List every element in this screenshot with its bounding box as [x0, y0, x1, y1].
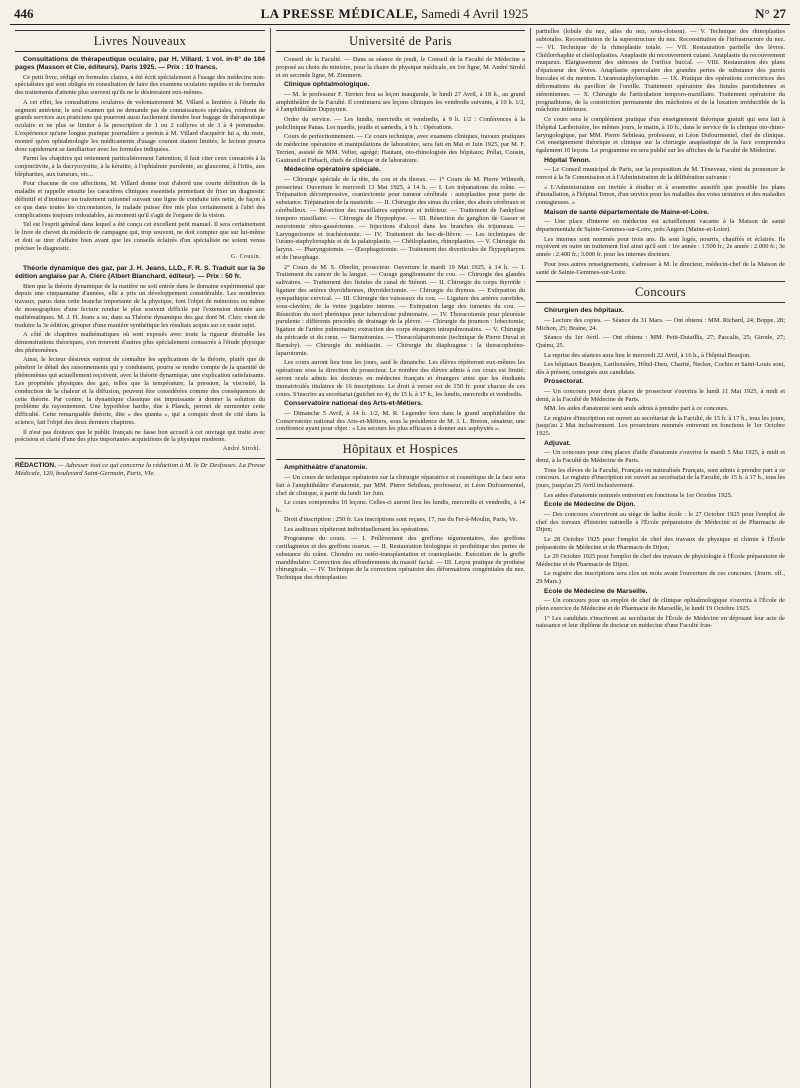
paragraph: — M. le professeur F. Terrien fera sa leçon inaugurale, le lundi 27 Avril, à 18 h., au grand amphithéâtre de la Faculté. Il continuera ses leçons cliniques les vendredis suivants, à 10 h. 1/2, à l'amphithéâtre Dupuytren.: [276, 90, 525, 114]
paragraph: Le 28 Octobre 1925 pour l'emploi de chef des travaux de physique et chimie à l'École préparatoire de Médecine et de Pharmacie de Dijon;: [536, 535, 785, 551]
paragraph: 1° Les candidats s'inscriront au secrétariat de l'École de Médecine en déposant leur acte de naissance et leur diplôme de docteur en médecine d'une Faculté fran-: [536, 614, 785, 630]
subheading-maine-et-loire: Maison de santé départementale de Maine-et-Loire.: [544, 208, 710, 216]
subheading-adjuvat: Adjuvat.: [544, 439, 571, 447]
paragraph: Le registre des inscriptions sera clos un mois avant l'ouverture de ces concours. (Journ. off., 29 Mars.): [536, 570, 785, 586]
section-heading-livres: Livres Nouveaux: [15, 30, 265, 52]
book-title-theorie: Théorie dynamique des gaz, par J. H. Jeans, LLD., F. R. S. Traduit sur la 3e édition anglaise par A. Clerc (Albert Blanchard, éditeur). — Prix : 50 fr.: [15, 264, 265, 280]
paragraph: Droit d'inscription : 250 fr. Les inscriptions sont reçues, 17, rue du Fer-à-Moulin, Paris, Ve.: [284, 516, 518, 524]
paragraph: Les aides d'anatomie nommés entreront en fonctions le 1er Octobre 1925.: [544, 491, 733, 499]
paragraph: 2° Cours de M. S. Oberlin, prosecteur. Ouverture le mardi 19 Mai 1925, à 14 h. — I. Traitement du cancer de la langue. — Curage ganglionnaire du cou. — Chirurgie des glandes salivaires. — Traitement des fistules du canal de Sténon. — II. Chirurgie du corps thyroïde : ligature des artères thyroïdiennes, thyroïdectomie. — Chirurgie du thymus. — Extirpation du sympathique cervical. — III. Chirurgie des vaisseaux du cou. — Ligature des artères carotides, sous-clavière, de la veine jugulaire interne. — Extirpation large des tumeurs du cou. — Résection du nerf phrénique pour tuberculose pulmonaire. — IV. Thoracotomie pour pleurésie purulente : différents procédés de drainage de la plèvre. — Chirurgie du poumon : lobectomie; ligature de l'artère pulmonaire; extraction des corps étrangers intrapulmonaires. — V. Chirurgie du péricarde et du cœur. — Sternotomies. — Thoracolaparotomie (technique de Pierre Duval et Barnsby). — Chirurgie du médiastin. — Chirurgie du diaphragme : la thoracophréno-laparotomie.: [276, 263, 525, 357]
paragraph: Les auditeurs répéteront individuellement les opérations.: [284, 525, 430, 533]
redaction-notice: [15, 458, 265, 478]
paragraph: Tous les élèves de la Faculté, Français ou naturalisés Français, sont admis à prendre part à ce concours. Le registre d'inscription est ouvert au secrétariat de la Faculté, de 15 h. à 17 h., tous les jours, jusqu'au 25 Avril inclusivement.: [536, 466, 785, 490]
paragraph: Pour chacune de ces affections, M. Villard donne tout d'abord une courte définition de la maladie et rappelle ensuite les caractères cliniques essentiels permettant de fixer un diagnostic définitif et d'instituer un traitement rationnel suivant une ligne de conduite très nette, de façon à ce que dans toutes les circonstances, le malade puisse être mis plus certainement à l'abri des complications toujours redoutables, au moment qu'il s'agit de l'organe de la vision.: [15, 180, 265, 219]
subheading-marseille: Ecole de Médecine de Marseille.: [544, 587, 648, 595]
section-heading-hopitaux: Hôpitaux et Hospices: [276, 438, 525, 460]
paragraph: Cours de perfectionnement. — Ce cours technique, avec examens cliniques, travaux pratiques de médecine opératoire et manipulations de laboratoire, sera fait en Mai et Juin 1925, par M. F. Terrien, assisté de MM. Velter, agrégé; Hautant, oto-rhinologiste des hôpitaux; Prélat, Cousin, Gautrand et Firbach, chefs de clinique et de laboratoire.: [276, 133, 525, 164]
subheading-medecine-operatoire: Médecine opératoire spéciale.: [284, 166, 381, 174]
paragraph: Les cours auront lieu tous les jours, sauf le dimanche. Les élèves répéteront eux-mêmes les opérations sous la direction du prosecteur. Le nombre des élèves admis à ces cours est limité; seront seuls admis les docteurs en médecine français et étrangers ainsi que les étudiants immatriculés titulaires de 16 inscriptions. Le droit à verser est de 150 fr. pour chacun de ces cours. S'inscrire au secrétariat (guichet no 4), de 15 h. à 17 h., les lundis, mercredis et vendredis.: [276, 359, 525, 398]
paragraph: Pour tous autres renseignements, s'adresser à M. le directeur, médecin-chef de la Maison de santé de Sainte-Gemmes-sur-Loire.: [536, 260, 785, 276]
paragraph: La reprise des séances aura lieu le mercredi 22 Avril, à 16 h., à l'hôpital Beaujon.: [544, 351, 751, 359]
paragraph: Parmi les chapitres qui retiennent particulièrement l'attention, il faut citer ceux consacrés à la conjonctivite, à la dacryocystite, à la kératite, à l'ophtalmie purulente, au glaucome, à l'iritis, aux blépharites, aux tumeurs, etc...: [15, 155, 265, 178]
paragraph: A côté de chapitres mathématiques où sont exposés avec toute la rigueur désirable les démonstrations théoriques, s'en trouvent d'autres plus spécialement consacrés à l'étude physique des phénomènes.: [15, 331, 265, 354]
masthead-title: LA PRESSE MÉDICALE,: [260, 6, 418, 21]
section-heading-concours: Concours: [536, 281, 785, 303]
paragraph: Le cours comprendra 10 leçons. Celles-ci auront lieu les lundis, mercredis et vendredis, à 14 h.: [276, 498, 525, 514]
paragraph: Ainsi, le lecteur désireux surtout de connaître les applications de la théorie, plutôt que de pénétrer le détail des raisonnements qui y conduisent, pourra se rendre compte de la quantité de phénomènes qui actuellement reçoivent, avec la théorie dynamique, une explication satisfaisante. Les propriétés physiques des gaz, telles que la température, la pression, la viscosité, la conduction de la chaleur et la diffusion, peuvent être considérées comme des conséquences de cette théorie. Par contre, la dynamique classique est impuissante à donner la solution du problème du rayonnement. Une hypothèse hardie, due à Planck, permet de surmonter cette difficulté. Cette remarquable théorie, dite « des quanta », qui a conquis droit de cité dans la science, fait l'objet des deux derniers chapitres.: [15, 356, 265, 427]
paragraph-continued: partielles (lobule du nez, ailes du nez, sous-cloison). — V. Technique des rhinoplasties subtotales. Reconstitution de la superstructure du nez. Reconstitution de l'infrastructure du nez. — VI. Technique de la rhinoplastie totale. — VII. Restauration partielle des lèvres. Chéilorrhaphie et chéiloplasties. Anaplastie du recouvrement cutané. Anaplastie du recouvrement muqueux. Elargissement des sténoses de l'orifice buccal. — VIII. Restauration des plans d'épaisseur des lèvres. Anaplastie operculaire des grandes pertes de substance des parois buccales et du menton. L'uranostaphylorraphie. — IX. Pratique des opérations correctrices des déformations du pavillon de l'oreille. Traitement opératoire des fistules parotidiennes et sténoniennes. — X. Chirurgie de l'articulation temporo-maxillaire. Traitement opératoire du prognathisme, de la constriction permanente des mâchoires et de la luxation irréductible de la mâchoire inférieure.: [536, 28, 785, 114]
paragraph: Le 29 Octobre 1925 pour l'emploi de chef des travaux de physiologie à l'École préparatoire de Médecine et de Pharmacie de Dijon.: [536, 553, 785, 568]
column-2: [270, 28, 530, 1088]
paragraph: Les hôpitaux Beaujon, Lariboisière, Hôtel-Dieu, Charité, Necker, Cochin et Saint-Louis sont, dès à présent, consignés aux candidats.: [536, 360, 785, 376]
paragraph: Ordre du service. — Les lundis, mercredis et vendredis, à 9 h. 1/2 : Conférences à la policlinique Panas. Les mardis, jeudis et samedis, à 9 h. : Opérations.: [276, 115, 525, 131]
subheading-clinique: Clinique ophtalmologique.: [284, 81, 370, 89]
subheading-conservatoire: Conservatoire national des Arts-et-Métiers.: [284, 400, 423, 408]
subheading-dijon: Ecole de Médecine de Dijon.: [544, 501, 636, 509]
section-heading-universite: Université de Paris: [276, 30, 525, 52]
redaction-label: RÉDACTION.: [15, 461, 57, 469]
paragraph: Bien que la théorie dynamique de la matière ne soit entrée dans le domaine expérimental que depuis une cinquantaine d'années, elle a pris un développement considérable. Les nombreux travaux, parus dans cette branche importante de la physique, font l'objet de mémoires ou même de monographies d'une lecture rendue le plus souvent difficile par l'extension donnée aux mathématiques. M. J. H. Jeans a su, dans sa Théorie dynamique des gaz dont M. Clerc vient de traduire la 3e édition, grouper d'une manière synthétique les résultats acquis sur ce vaste sujet.: [15, 282, 265, 329]
paragraph: Ce cours sera le complément pratique d'un enseignement théorique gratuit qui sera fait à l'hôpital Lariboisière, les mêmes jours, le matin, à 10 h., dans le service de la clinique oto-rhino-laryngologique, par MM. Pierre Sebileau, professeur, et Léon Dufourmentel, chef de clinique. Cet enseignement théorique et clinique sur la chirurgie anaplastique de la face comprendra également 10 leçons. Le programme en sera publié sur les affiches de la Faculté de Médecine.: [536, 115, 785, 155]
subheading-tenon: Hôpital Tenon.: [544, 156, 591, 164]
paragraph: — Le Conseil municipal de Paris, sur la proposition de M. Téneveau, vient de prononcer le renvoi à la 5e Commission et à l'Administration de la délibération suivante :: [536, 166, 785, 182]
redaction-text: — Adresser tout ce qui concerne la rédaction à M. le Dr Desfosses. La Presse Médicale, 120, boulevard Saint-Germain, Paris, VIe.: [15, 461, 265, 477]
paragraph: Ce petit livre, rédigé en formules claires, a été écrit spécialement à l'usage des médecins non-spécialistes qui sont obligés en consultation de faire des examens oculaires rapides et de formuler des traitements d'attente plus souvent qu'ils ne le désireraient eux-mêmes.: [15, 73, 265, 97]
signature: André Strohl.: [222, 445, 261, 452]
column-3: [530, 28, 790, 1088]
column-1: [10, 28, 270, 1088]
paragraph: — Lecture des copies. — Séance du 31 Mars. — Ont obtenu : MM. Richard, 24; Boppe, 28; Michon, 25; Braine, 24.: [536, 316, 785, 332]
paragraph: Programme du cours. — I. Prélèvement des greffons tégumentaires, des greffons cartilagineux et des greffons osseux. — II. Restauration biologique et prothétique des pertes de substance du crâne. Chondro ou ostéo-transplantation et cranioplastie. Exécution de la greffe mandibulaire. Correction des effondrements du massif facial. — III. Leçon pratique de prothèse chirurgicale. — IV. Technique de la correction opératoire des déformations congénitales du nez. Technique des rhinoplasties: [276, 535, 525, 582]
paragraph: Tel est l'esprit général dans lequel a été conçu cet excellent petit manuel. Il sera certainement le livre de chevet du médecin de campagne qui, trop souvent, ne doit compter que sur lui-même et doit se tirer d'affaire bien avant que les conseils éclairés d'un spécialiste ne soient venus préciser le diagnostic.: [15, 221, 265, 252]
subheading-prosectorat: Prosectorat.: [544, 378, 584, 386]
signature: G. Cousin.: [231, 254, 261, 261]
paragraph: Les internes sont nommés pour trois ans. Ils sont logés, nourris, chauffés et éclairés. Ils reçoivent en outre un traitement fixé ainsi qu'il suit : 1re année : 1.500 fr.; 2e année : 2.000 fr.; 3e année : 2.400 fr.; 3.000 fr. pour les internes docteurs.: [536, 235, 785, 259]
issue-number: N° 27: [755, 6, 786, 21]
paragraph: « L'Administration est invitée à étudier et à soumettre aussitôt que possible les plans d'installation, à l'hôpital Tenon, d'un service pour les maladies des voies urinaires et des maladies contagieuses. »: [536, 183, 785, 207]
paragraph: — Dimanche 5 Avril, à 14 h. 1/2, M. R. Legendre fera dans le grand amphithéâtre du Conservatoire national des Arts-et-Métiers, sous la présidence de M. J. L. Breton, sénateur, une conférence ayant pour objet : « Les secours les plus efficaces à donner aux asphyxiés ».: [276, 409, 525, 433]
paragraph: Séance du 1er Avril. — Ont obtenu : MM. Petit-Dutaillis, 27; Pascalis, 25; Girode, 27; Quénu, 25.: [536, 334, 785, 350]
paragraph: MM. les aides d'anatomie sont seuls admis à prendre part à ce concours.: [544, 405, 729, 413]
paragraph: — Une place d'interne en médecine est actuellement vacante à la Maison de santé départementale de Sainte-Gemmes-sur-Loire, près Angers (Maine-et-Loire).: [536, 218, 785, 234]
paragraph: — Un concours pour cinq places d'aide d'anatomie s'ouvrira le mardi 5 Mai 1925, à midi et demi, à la Faculté de Médecine de Paris.: [536, 449, 785, 465]
paragraph: — Un concours pour deux places de prosecteur s'ouvrira le lundi 11 Mai 1925, à midi et demi, à la Faculté de Médecine de Paris.: [536, 387, 785, 403]
columns: [10, 28, 790, 1088]
subheading-chirurgien: Chirurgien des hôpitaux.: [544, 307, 625, 315]
issue-date: Samedi 4 Avril 1925: [421, 6, 529, 21]
paragraph: A cet effet, les consultations oculaires de volontairement M. Villard a limitées à l'étude du segment antérieur, le seul examen qui ne demande pas de connaissances spéciales, rendront de grands services aux praticiens qui pourront aussi facilement étendre leur bagage de thérapeutique oculaire et ne plus se limiter à la prescription de 1 ou 2 collyres et de 3 à 4 pommades. L'expérience qu'une longue pratique journalière a permis à M. Villard d'acquérir lui a, du reste, montré qu'en ophtalmologie les médicaments d'usage courant étaient limités; le lecteur pourra donc rapidement se familiariser avec les formules indiquées.: [15, 98, 265, 153]
page-number: 446: [14, 6, 34, 21]
paragraph: — Un concours pour un emploi de chef de clinique ophtalmologique s'ouvrira à l'École de plein exercice de Médecine et de Pharmacie de Marseille, le lundi 19 Octobre 1925.: [536, 597, 785, 613]
subheading-amphitheatre: Amphithéâtre d'anatomie.: [284, 464, 368, 472]
paragraph-conseil: Conseil de la Faculté. — Dans sa séance de jeudi, le Conseil de la Faculté de Médecine a proposé au choix du ministre, pour la chaire de physique médicale, en 1re ligne, M. André Strohl et en seconde ligne, M. Zimmern.: [276, 56, 525, 79]
paragraph: — Chirurgie spéciale de la tête, du cou et du thorax. — 1° Cours de M. Pierre Wilmoth, prosecteur. Ouverture le mercredi 13 Mai 1925, à 14 h. — I. Les trépanations du crâne. — Trépanation décompressive, craniectomie pour tumeur cérébrale : autoplasties pour perte de substance. Trépanation de la mastoïde. — II. Chirurgie des sinus du crâne, des abcès cérébraux et cérébelleux. — Résection des maxillaires supérieur et inférieur. — Traitement de l'ankylose temporo maxillaire. — Chirurgie de l'hypophyse. — III. Résection du ganglion de Gasser et neurotomie rétro-gassérienne. — Injections d'alcool dans les branches du trijumeau. — Laryngectomie et trachéotomie. — IV. Traitement du bec-de-lièvre. — Les techniques de l'urano-staphylorraphie et de la palatoplastie. — Chéiloplasties, rhinoplasties. — V. Chirurgie du larynx. — Pharyngotomie. — Œsophagotomie. — Traitement des diverticules de l'hypopharynx et de l'œsophage.: [276, 175, 525, 262]
newspaper-page: [10, 0, 790, 1088]
paragraph: — Un cours de technique opératoire sur la chirurgie réparatrice et cosmétique de la face sera fait à l'amphithéâtre d'anatomie, par MM. Pierre Sebileau, professeur, et Léon Dufourmentel, chef de clinique, à partir du lundi 1er Juin.: [276, 473, 525, 497]
paragraph: Il n'est pas douteux que le public français ne fasse bon accueil à cet ouvrage qui traite avec précision et clarté d'une des plus importantes acquisitions de la physique moderne.: [15, 428, 265, 444]
page-header: [10, 6, 790, 25]
book-title-consultations: Consultations de thérapeutique oculaire, par H. Villard. 1 vol. in-8° de 184 pages (Masson et Cie, éditeurs). Paris 1925. — Prix : 10 francs.: [15, 56, 265, 71]
masthead: [261, 6, 529, 22]
paragraph: Le registre d'inscription est ouvert au secrétariat de la Faculté, de 15 h. à 17 h., tous les jours, jusqu'au 2 Mai inclusivement. Les prosecteurs nommés entreront en fonctions le 1er Octobre 1925.: [536, 414, 785, 438]
paragraph: — Des concours s'ouvriront au siège de ladite école : le 27 Octobre 1925 pour l'emploi de chef des travaux d'histoire naturelle à l'École préparatoire de Médecine et de Pharmacie de Dijon;: [536, 510, 785, 534]
